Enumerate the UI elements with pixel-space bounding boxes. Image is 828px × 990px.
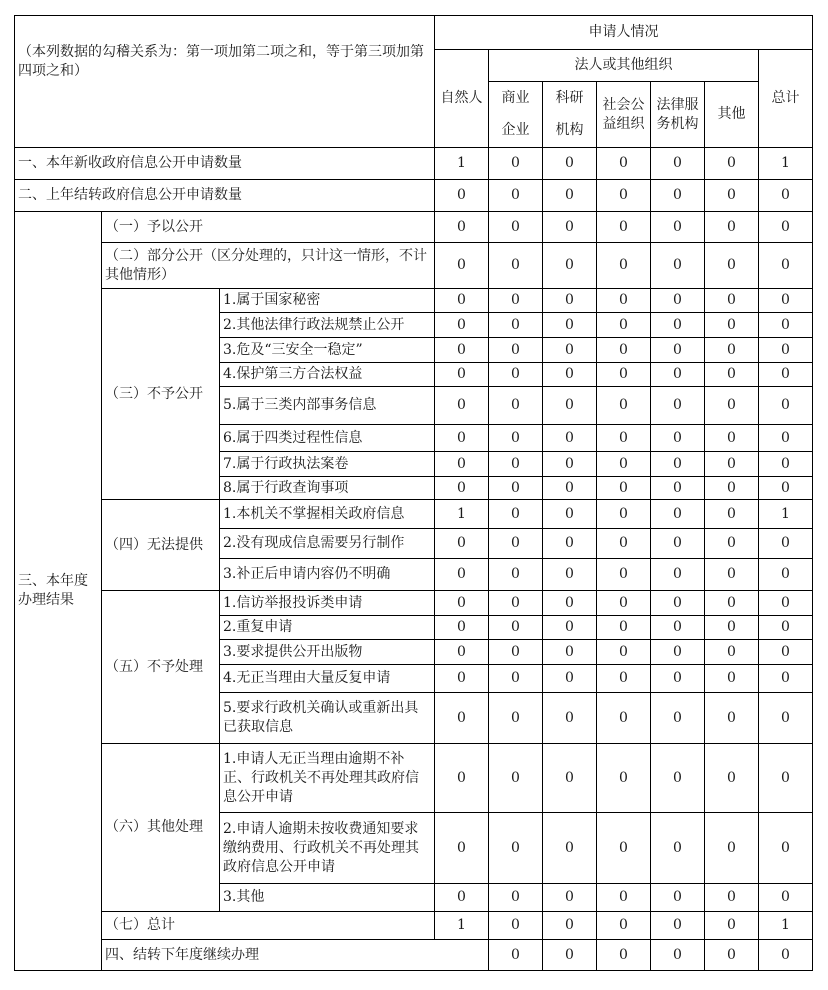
- cell-value: 0: [435, 744, 489, 813]
- table-row: [15, 940, 813, 971]
- cell-value: 0: [435, 591, 489, 616]
- header-legal-entity: 法人或其他组织: [489, 50, 759, 82]
- cell-value: 0: [597, 616, 651, 640]
- cell-value: 0: [651, 289, 705, 313]
- cell-value: 0: [435, 640, 489, 665]
- cell-value: 0: [597, 884, 651, 912]
- cell-value: 0: [651, 387, 705, 425]
- cell-value: 0: [435, 180, 489, 212]
- group-label: （六）其他处理: [102, 744, 220, 912]
- table-row: [15, 148, 813, 180]
- cell-value: 0: [651, 243, 705, 289]
- cell-value: 0: [597, 500, 651, 529]
- cell-value: 0: [435, 529, 489, 559]
- cell-value: 0: [759, 529, 813, 559]
- cell-value: 0: [705, 500, 759, 529]
- item-label: 5.要求行政机关确认或重新出具已获取信息: [220, 693, 435, 744]
- cell-value: 0: [759, 813, 813, 884]
- cell-value: 0: [705, 813, 759, 884]
- cell-value: 0: [759, 180, 813, 212]
- cell-value: 0: [651, 529, 705, 559]
- cell-value: 0: [597, 180, 651, 212]
- cell-value: 0: [651, 363, 705, 387]
- header-commercial-1: 商业: [489, 82, 543, 115]
- cell-value: 0: [597, 940, 651, 971]
- cell-value: 0: [543, 559, 597, 591]
- item-label: 8.属于行政查询事项: [220, 477, 435, 500]
- cell-value: 1: [759, 148, 813, 180]
- cell-value: 0: [489, 912, 543, 940]
- cell-value: 0: [759, 425, 813, 452]
- cell-value: 0: [489, 559, 543, 591]
- cell-value: 0: [759, 640, 813, 665]
- table-row: [15, 500, 813, 529]
- group-label: （四）无法提供: [102, 500, 220, 591]
- cell-value: 0: [489, 744, 543, 813]
- cell-value: 0: [489, 500, 543, 529]
- cell-value: 0: [759, 940, 813, 971]
- cell-value: 0: [705, 425, 759, 452]
- cell-value: 0: [543, 148, 597, 180]
- cell-value: 0: [489, 243, 543, 289]
- item-label: 2.申请人逾期未按收费通知要求缴纳费用、行政机关不再处理其政府信息公开申请: [220, 813, 435, 884]
- cell-value: 0: [597, 425, 651, 452]
- cell-value: 0: [435, 425, 489, 452]
- cell-value: 0: [435, 884, 489, 912]
- cell-value: 0: [759, 559, 813, 591]
- cell-value: 0: [597, 665, 651, 693]
- table-row: [15, 289, 813, 313]
- cell-value: 0: [705, 212, 759, 243]
- cell-value: 0: [705, 477, 759, 500]
- cell-value: 0: [543, 912, 597, 940]
- cell-value: 0: [543, 477, 597, 500]
- cell-value: 0: [543, 665, 597, 693]
- cell-value: 0: [705, 529, 759, 559]
- cell-value: 0: [543, 338, 597, 363]
- cell-value: 0: [759, 477, 813, 500]
- cell-value: 0: [759, 452, 813, 477]
- cell-value: 0: [705, 884, 759, 912]
- header-note: （本列数据的勾稽关系为：第一项加第二项之和，等于第三项加第四项之和）: [15, 16, 435, 148]
- cell-value: 0: [597, 640, 651, 665]
- cell-value: 0: [597, 289, 651, 313]
- row-label: 一、本年新收政府信息公开申请数量: [15, 148, 435, 180]
- cell-value: 0: [705, 338, 759, 363]
- cell-value: 0: [543, 243, 597, 289]
- cell-value: 0: [597, 452, 651, 477]
- cell-value: 0: [543, 940, 597, 971]
- cell-value: 0: [435, 665, 489, 693]
- row-label: （七）总计: [102, 912, 435, 940]
- cell-value: 0: [651, 912, 705, 940]
- cell-value: 1: [435, 148, 489, 180]
- cell-value: 0: [543, 425, 597, 452]
- cell-value: 0: [705, 640, 759, 665]
- item-label: 3.要求提供公开出版物: [220, 640, 435, 665]
- cell-value: 0: [651, 180, 705, 212]
- cell-value: 0: [489, 212, 543, 243]
- group-label: （五）不予处理: [102, 591, 220, 744]
- cell-value: 0: [543, 813, 597, 884]
- cell-value: 0: [489, 148, 543, 180]
- cell-value: 0: [597, 591, 651, 616]
- cell-value: 0: [651, 148, 705, 180]
- cell-value: 0: [543, 500, 597, 529]
- cell-value: 0: [543, 616, 597, 640]
- cell-value: 0: [597, 744, 651, 813]
- cell-value: 0: [759, 616, 813, 640]
- cell-value: 0: [543, 591, 597, 616]
- cell-value: 0: [543, 212, 597, 243]
- cell-value: 0: [651, 500, 705, 529]
- cell-value: 0: [759, 289, 813, 313]
- cell-value: 0: [651, 884, 705, 912]
- cell-value: 0: [597, 313, 651, 338]
- header-total: 总计: [759, 50, 813, 148]
- cell-value: 0: [759, 212, 813, 243]
- cell-value: 0: [759, 665, 813, 693]
- cell-value: 0: [435, 212, 489, 243]
- header-applicant: 申请人情况: [435, 16, 813, 50]
- cell-value: 0: [435, 559, 489, 591]
- cell-value: 0: [597, 387, 651, 425]
- cell-value: 0: [705, 387, 759, 425]
- cell-value: 0: [543, 529, 597, 559]
- cell-value: 0: [597, 559, 651, 591]
- cell-value: 0: [705, 665, 759, 693]
- cell-value: 0: [489, 640, 543, 665]
- cell-value: 0: [597, 212, 651, 243]
- cell-value: 0: [705, 744, 759, 813]
- cell-value: 0: [489, 338, 543, 363]
- item-label: 2.其他法律行政法规禁止公开: [220, 313, 435, 338]
- item-label: 1.本机关不掌握相关政府信息: [220, 500, 435, 529]
- item-label: 2.没有现成信息需要另行制作: [220, 529, 435, 559]
- header-other: 其他: [705, 82, 759, 148]
- item-label: 1.属于国家秘密: [220, 289, 435, 313]
- cell-value: 0: [597, 693, 651, 744]
- cell-value: 0: [651, 665, 705, 693]
- header-research-2: 机构: [543, 115, 597, 148]
- cell-value: 0: [543, 693, 597, 744]
- cell-value: 0: [597, 477, 651, 500]
- cell-value: 0: [597, 363, 651, 387]
- cell-value: 0: [489, 665, 543, 693]
- cell-value: 0: [759, 884, 813, 912]
- cell-value: 0: [597, 243, 651, 289]
- cell-value: 0: [705, 148, 759, 180]
- cell-value: 0: [597, 148, 651, 180]
- header-legal-service: 法律服务机构: [651, 82, 705, 148]
- cell-value: 0: [489, 452, 543, 477]
- cell-value: 0: [489, 289, 543, 313]
- cell-value: 0: [759, 591, 813, 616]
- cell-value: 0: [435, 243, 489, 289]
- row-label: （一）予以公开: [102, 212, 435, 243]
- cell-value: 0: [651, 477, 705, 500]
- cell-value: 0: [759, 693, 813, 744]
- cell-value: 0: [651, 616, 705, 640]
- group-label: （三）不予公开: [102, 289, 220, 500]
- cell-value: 0: [705, 693, 759, 744]
- cell-value: 0: [489, 529, 543, 559]
- table-row: [15, 591, 813, 616]
- cell-value: 0: [597, 813, 651, 884]
- cell-value: 0: [597, 912, 651, 940]
- cell-value: 0: [651, 940, 705, 971]
- cell-value: 0: [435, 693, 489, 744]
- cell-value: 0: [705, 559, 759, 591]
- header-research-1: 科研: [543, 82, 597, 115]
- cell-value: 0: [435, 313, 489, 338]
- cell-value: 0: [759, 313, 813, 338]
- cell-value: 0: [597, 338, 651, 363]
- cell-value: 0: [705, 591, 759, 616]
- cell-value: 0: [705, 289, 759, 313]
- cell-value: 0: [489, 477, 543, 500]
- cell-value: 1: [759, 500, 813, 529]
- cell-value: 1: [759, 912, 813, 940]
- row-label: （二）部分公开（区分处理的，只计这一情形，不计其他情形）: [102, 243, 435, 289]
- header-commercial-2: 企业: [489, 115, 543, 148]
- cell-value: 0: [435, 452, 489, 477]
- item-label: 3.其他: [220, 884, 435, 912]
- cell-value: 0: [651, 559, 705, 591]
- section-3-label: 三、本年度办理结果: [15, 212, 102, 971]
- cell-value: 1: [435, 912, 489, 940]
- gov-info-disclosure-table: [14, 15, 813, 971]
- item-label: 3.补正后申请内容仍不明确: [220, 559, 435, 591]
- cell-value: 0: [489, 884, 543, 912]
- table-row: [15, 912, 813, 940]
- cell-value: 0: [489, 387, 543, 425]
- table-row: [15, 744, 813, 813]
- cell-value: 0: [705, 180, 759, 212]
- cell-value: 0: [705, 912, 759, 940]
- cell-value: 0: [489, 425, 543, 452]
- header-natural-person: 自然人: [435, 50, 489, 148]
- item-label: 1.申请人无正当理由逾期不补正、行政机关不再处理其政府信息公开申请: [220, 744, 435, 813]
- cell-value: 0: [651, 452, 705, 477]
- cell-value: 0: [759, 387, 813, 425]
- cell-value: 0: [705, 363, 759, 387]
- cell-value: 1: [435, 500, 489, 529]
- header-social-org: 社会公益组织: [597, 82, 651, 148]
- cell-value: 0: [435, 616, 489, 640]
- cell-value: 0: [435, 813, 489, 884]
- item-label: 6.属于四类过程性信息: [220, 425, 435, 452]
- cell-value: 0: [597, 529, 651, 559]
- cell-value: 0: [651, 425, 705, 452]
- cell-value: 0: [435, 477, 489, 500]
- cell-value: 0: [651, 640, 705, 665]
- item-label: 3.危及“三安全一稳定”: [220, 338, 435, 363]
- cell-value: 0: [489, 313, 543, 338]
- cell-value: 0: [435, 338, 489, 363]
- cell-value: 0: [759, 338, 813, 363]
- cell-value: 0: [759, 363, 813, 387]
- cell-value: 0: [651, 212, 705, 243]
- cell-value: 0: [543, 313, 597, 338]
- cell-value: 0: [543, 289, 597, 313]
- cell-value: 0: [651, 693, 705, 744]
- item-label: 7.属于行政执法案卷: [220, 452, 435, 477]
- cell-value: 0: [435, 387, 489, 425]
- cell-value: 0: [489, 180, 543, 212]
- cell-value: 0: [651, 591, 705, 616]
- item-label: 2.重复申请: [220, 616, 435, 640]
- cell-value: 0: [543, 452, 597, 477]
- cell-value: 0: [489, 940, 543, 971]
- cell-value: 0: [705, 940, 759, 971]
- cell-value: 0: [705, 243, 759, 289]
- cell-value: 0: [651, 338, 705, 363]
- cell-value: 0: [543, 180, 597, 212]
- cell-value: 0: [489, 616, 543, 640]
- table-row: [15, 212, 813, 243]
- cell-value: 0: [543, 744, 597, 813]
- cell-value: 0: [705, 313, 759, 338]
- cell-value: 0: [543, 884, 597, 912]
- item-label: 1.信访举报投诉类申请: [220, 591, 435, 616]
- cell-value: 0: [543, 363, 597, 387]
- table-row: [15, 243, 813, 289]
- item-label: 4.无正当理由大量反复申请: [220, 665, 435, 693]
- cell-value: 0: [759, 744, 813, 813]
- cell-value: 0: [489, 813, 543, 884]
- cell-value: 0: [759, 243, 813, 289]
- cell-value: 0: [489, 693, 543, 744]
- cell-value: 0: [489, 591, 543, 616]
- cell-value: 0: [543, 640, 597, 665]
- table-row: [15, 180, 813, 212]
- cell-value: 0: [651, 813, 705, 884]
- cell-value: 0: [489, 363, 543, 387]
- item-label: 5.属于三类内部事务信息: [220, 387, 435, 425]
- cell-value: 0: [651, 313, 705, 338]
- row-label: 二、上年结转政府信息公开申请数量: [15, 180, 435, 212]
- cell-value: 0: [651, 744, 705, 813]
- cell-value: 0: [705, 452, 759, 477]
- cell-value: 0: [435, 289, 489, 313]
- item-label: 4.保护第三方合法权益: [220, 363, 435, 387]
- cell-value: 0: [543, 387, 597, 425]
- cell-value: 0: [435, 363, 489, 387]
- cell-value: 0: [705, 616, 759, 640]
- row-label: 四、结转下年度继续办理: [102, 940, 489, 971]
